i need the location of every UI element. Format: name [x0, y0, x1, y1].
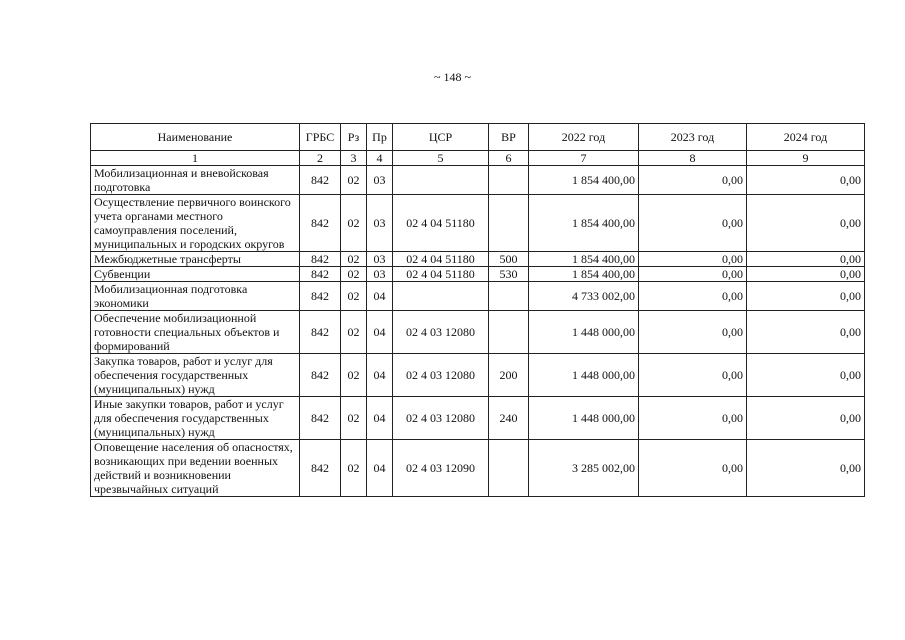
column-number: 8: [639, 151, 747, 166]
column-number: 3: [341, 151, 367, 166]
row-name: Субвенции: [91, 267, 300, 282]
row-2024: 0,00: [747, 282, 865, 311]
row-2024: 0,00: [747, 311, 865, 354]
row-vr: 530: [489, 267, 529, 282]
column-number: 5: [393, 151, 489, 166]
row-pr: 03: [367, 195, 393, 252]
row-grbs: 842: [300, 311, 341, 354]
row-2024: 0,00: [747, 252, 865, 267]
row-csr: [393, 282, 489, 311]
row-vr: [489, 311, 529, 354]
row-pr: 04: [367, 440, 393, 497]
table-row: [91, 397, 865, 440]
row-pr: 04: [367, 397, 393, 440]
header-2024: 2024 год: [747, 124, 865, 151]
row-grbs: 842: [300, 166, 341, 195]
page-number: ~ 148 ~: [434, 70, 471, 84]
row-pr: 04: [367, 311, 393, 354]
row-rz: 02: [341, 397, 367, 440]
row-rz: 02: [341, 440, 367, 497]
row-grbs: 842: [300, 440, 341, 497]
row-name: Межбюджетные трансферты: [91, 252, 300, 267]
table-row: [91, 166, 865, 195]
row-name: Осуществление первичного воинского учета органами местного самоуправления поселений, муниципальных и городских округов: [91, 195, 300, 252]
row-csr: [393, 166, 489, 195]
row-pr: 04: [367, 354, 393, 397]
row-2023: 0,00: [639, 195, 747, 252]
column-number: 6: [489, 151, 529, 166]
row-2023: 0,00: [639, 311, 747, 354]
table-row: [91, 195, 865, 252]
row-2024: 0,00: [747, 354, 865, 397]
column-number: 7: [529, 151, 639, 166]
row-vr: [489, 282, 529, 311]
row-2022: 3 285 002,00: [529, 440, 639, 497]
column-number: 1: [91, 151, 300, 166]
row-rz: 02: [341, 267, 367, 282]
row-2023: 0,00: [639, 267, 747, 282]
row-csr: 02 4 04 51180: [393, 267, 489, 282]
table-row: [91, 252, 865, 267]
row-name: Иные закупки товаров, работ и услуг для обеспечения государственных (муниципальных) нужд: [91, 397, 300, 440]
row-2022: 1 448 000,00: [529, 354, 639, 397]
table-row: [91, 311, 865, 354]
row-pr: 03: [367, 267, 393, 282]
row-2022: 1 854 400,00: [529, 166, 639, 195]
column-number: 4: [367, 151, 393, 166]
column-number: 9: [747, 151, 865, 166]
row-csr: 02 4 04 51180: [393, 252, 489, 267]
row-grbs: 842: [300, 282, 341, 311]
row-vr: 240: [489, 397, 529, 440]
row-2023: 0,00: [639, 354, 747, 397]
row-2022: 1 448 000,00: [529, 397, 639, 440]
row-2024: 0,00: [747, 267, 865, 282]
table-row: [91, 440, 865, 497]
row-name: Закупка товаров, работ и услуг для обеспечения государственных (муниципальных) нужд: [91, 354, 300, 397]
row-pr: 04: [367, 282, 393, 311]
row-2022: 1 854 400,00: [529, 252, 639, 267]
row-2022: 1 854 400,00: [529, 195, 639, 252]
row-csr: 02 4 03 12080: [393, 397, 489, 440]
row-name: Оповещение населения об опасностях, возникающих при ведении военных действий и возникновении чрезвычайных ситуаций: [91, 440, 300, 497]
row-2024: 0,00: [747, 397, 865, 440]
row-rz: 02: [341, 166, 367, 195]
row-2023: 0,00: [639, 252, 747, 267]
row-2022: 1 448 000,00: [529, 311, 639, 354]
row-grbs: 842: [300, 397, 341, 440]
column-number-row: [91, 151, 865, 166]
row-2023: 0,00: [639, 166, 747, 195]
table-row: [91, 282, 865, 311]
header-row: [91, 124, 865, 151]
row-name: Мобилизационная и вневойсковая подготовка: [91, 166, 300, 195]
row-2023: 0,00: [639, 397, 747, 440]
row-csr: 02 4 03 12080: [393, 311, 489, 354]
row-grbs: 842: [300, 195, 341, 252]
row-vr: [489, 166, 529, 195]
row-rz: 02: [341, 195, 367, 252]
row-csr: 02 4 04 51180: [393, 195, 489, 252]
row-csr: 02 4 03 12080: [393, 354, 489, 397]
header-rz: Рз: [341, 124, 367, 151]
row-name: Обеспечение мобилизационной готовности специальных объектов и формирований: [91, 311, 300, 354]
header-vr: ВР: [489, 124, 529, 151]
table-row: [91, 354, 865, 397]
row-2024: 0,00: [747, 195, 865, 252]
table-row: [91, 267, 865, 282]
row-grbs: 842: [300, 252, 341, 267]
row-2023: 0,00: [639, 440, 747, 497]
header-pr: Пр: [367, 124, 393, 151]
row-csr: 02 4 03 12090: [393, 440, 489, 497]
row-2023: 0,00: [639, 282, 747, 311]
column-number: 2: [300, 151, 341, 166]
row-grbs: 842: [300, 267, 341, 282]
row-vr: 500: [489, 252, 529, 267]
header-2022: 2022 год: [529, 124, 639, 151]
header-name: Наименование: [91, 124, 300, 151]
row-2022: 4 733 002,00: [529, 282, 639, 311]
row-2024: 0,00: [747, 440, 865, 497]
row-rz: 02: [341, 282, 367, 311]
row-rz: 02: [341, 311, 367, 354]
header-csr: ЦСР: [393, 124, 489, 151]
row-rz: 02: [341, 252, 367, 267]
row-pr: 03: [367, 166, 393, 195]
row-name: Мобилизационная подготовка экономики: [91, 282, 300, 311]
header-grbs: ГРБС: [300, 124, 341, 151]
header-2023: 2023 год: [639, 124, 747, 151]
row-rz: 02: [341, 354, 367, 397]
row-vr: [489, 195, 529, 252]
budget-table: [90, 123, 865, 497]
row-grbs: 842: [300, 354, 341, 397]
row-2022: 1 854 400,00: [529, 267, 639, 282]
row-pr: 03: [367, 252, 393, 267]
row-vr: [489, 440, 529, 497]
row-2024: 0,00: [747, 166, 865, 195]
row-vr: 200: [489, 354, 529, 397]
